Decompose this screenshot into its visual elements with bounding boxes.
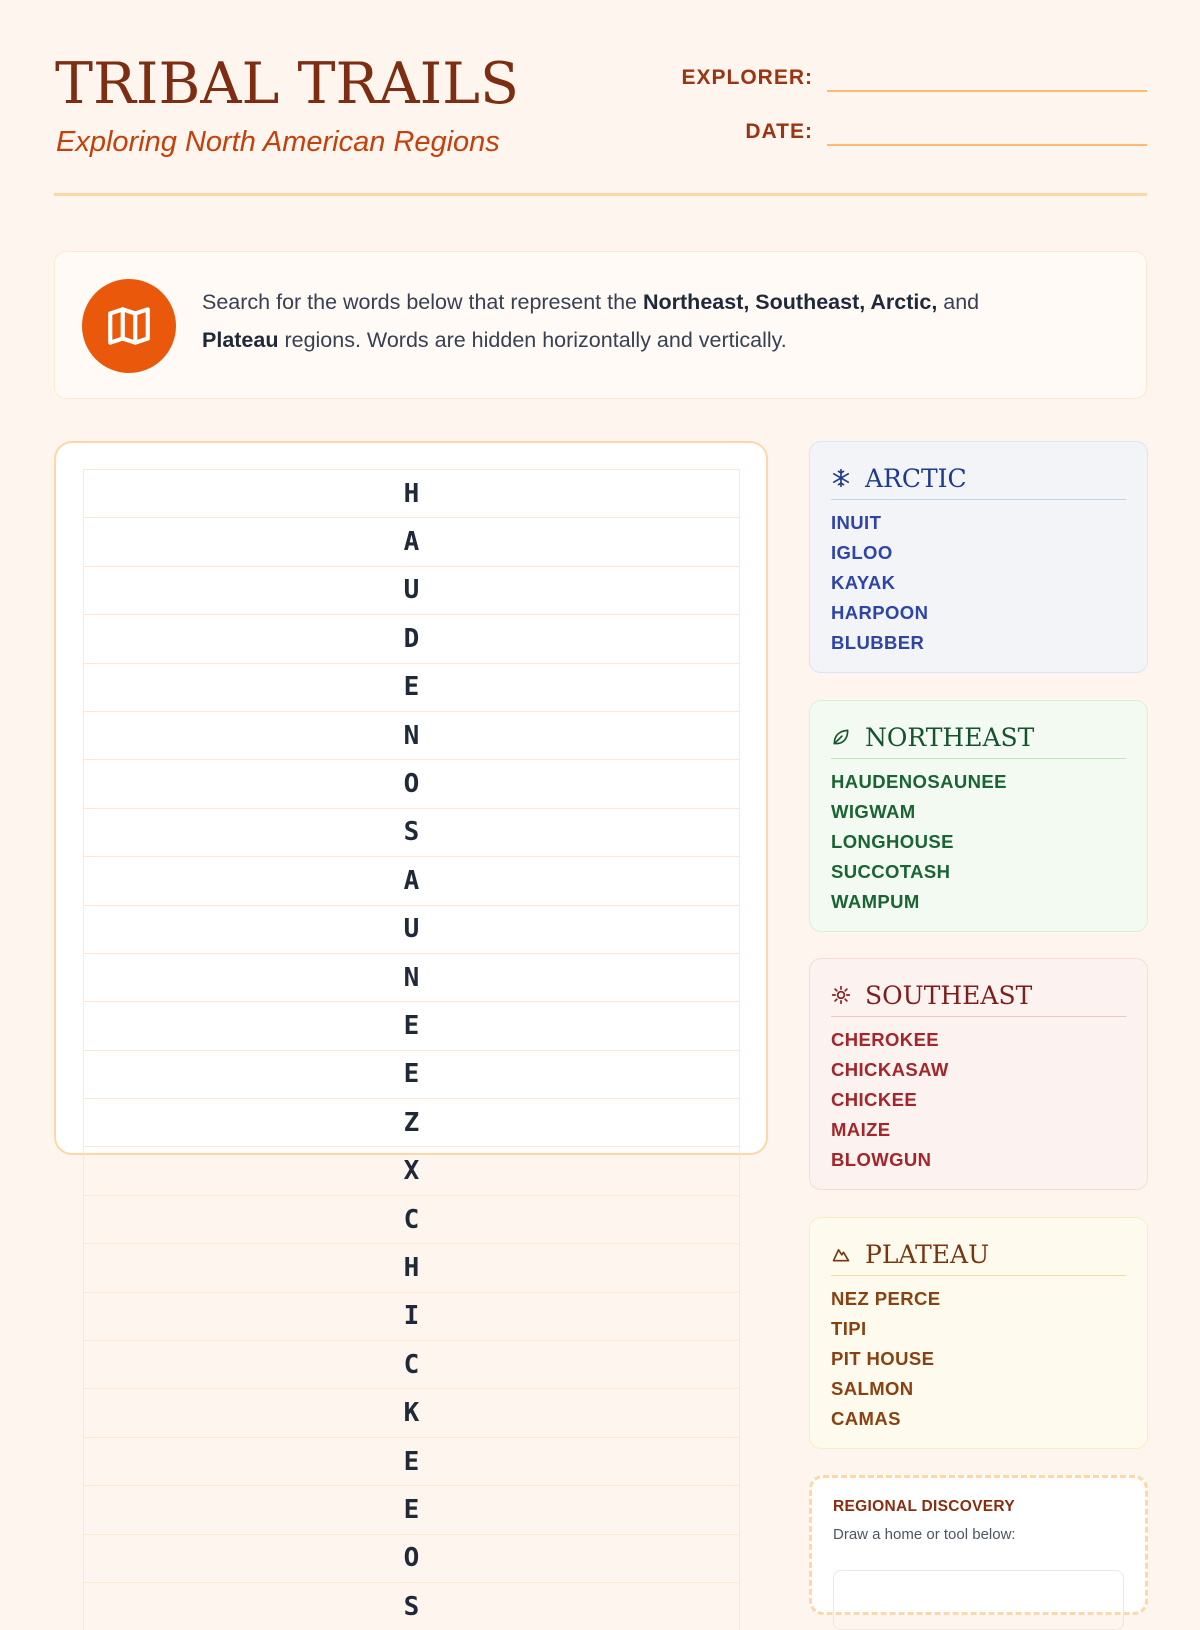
- grid-cell[interactable]: X: [84, 1146, 739, 1194]
- date-input-line[interactable]: [827, 110, 1147, 146]
- leaf-icon: [831, 727, 853, 749]
- word-item: INUIT: [831, 512, 882, 533]
- instructions-part: regions. Words are hidden horizontally and vertically.: [278, 328, 787, 352]
- discovery-subtitle: Draw a home or tool below:: [833, 1526, 1016, 1543]
- word-item: MAIZE: [831, 1119, 891, 1140]
- grid-cell[interactable]: C: [84, 1340, 739, 1388]
- word-item: PIT HOUSE: [831, 1348, 935, 1369]
- grid-cell[interactable]: D: [84, 614, 739, 662]
- word-search-grid: [83, 469, 740, 1630]
- grid-cell[interactable]: C: [84, 1195, 739, 1243]
- grid-cell[interactable]: N: [84, 711, 739, 759]
- grid-cell[interactable]: O: [84, 759, 739, 807]
- map-icon: [82, 279, 176, 373]
- region-card-arctic: [809, 441, 1148, 673]
- region-header: [831, 981, 1126, 1017]
- grid-cell[interactable]: A: [84, 856, 739, 904]
- grid-cell[interactable]: H: [84, 1243, 739, 1291]
- grid-cell[interactable]: U: [84, 905, 739, 953]
- word-item: BLUBBER: [831, 632, 925, 653]
- page-title: TRIBAL TRAILS: [55, 51, 519, 117]
- region-title: ARCTIC: [865, 464, 967, 493]
- grid-cell[interactable]: E: [84, 1001, 739, 1049]
- page-subtitle: Exploring North American Regions: [56, 126, 500, 158]
- grid-cell[interactable]: H: [84, 469, 739, 517]
- instructions-part: Search for the words below that represent the: [202, 290, 643, 314]
- word-item: CHICKEE: [831, 1089, 918, 1110]
- grid-cell[interactable]: S: [84, 808, 739, 856]
- region-card-plateau: [809, 1217, 1148, 1449]
- word-item: LONGHOUSE: [831, 831, 954, 852]
- region-card-northeast: [809, 700, 1148, 932]
- discovery-title: REGIONAL DISCOVERY: [833, 1498, 1015, 1515]
- instructions-box: [54, 251, 1147, 399]
- grid-cell[interactable]: N: [84, 953, 739, 1001]
- grid-cell[interactable]: U: [84, 566, 739, 614]
- region-header: [831, 723, 1126, 759]
- explorer-field-row: [653, 56, 1147, 92]
- word-item: WIGWAM: [831, 801, 916, 822]
- word-item: CAMAS: [831, 1408, 901, 1429]
- instructions-regions-bold: Northeast, Southeast, Arctic,: [643, 290, 938, 314]
- word-item: KAYAK: [831, 572, 896, 593]
- explorer-label: EXPLORER:: [681, 66, 813, 89]
- grid-cell[interactable]: A: [84, 517, 739, 565]
- word-item: HARPOON: [831, 602, 929, 623]
- word-item: SALMON: [831, 1378, 914, 1399]
- instructions-plateau-bold: Plateau: [202, 328, 279, 352]
- date-label: DATE:: [745, 120, 813, 143]
- region-header: [831, 1240, 1126, 1276]
- word-item: IGLOO: [831, 542, 893, 563]
- drawing-area[interactable]: [833, 1570, 1124, 1630]
- date-field-row: [653, 110, 1147, 146]
- snowflake-icon: [831, 468, 853, 490]
- mountain-icon: [831, 1244, 853, 1266]
- region-title: NORTHEAST: [865, 723, 1035, 752]
- word-item: SUCCOTASH: [831, 861, 951, 882]
- header-divider: [54, 193, 1147, 196]
- grid-cell[interactable]: E: [84, 663, 739, 711]
- instructions-text: [202, 283, 1082, 359]
- word-item: NEZ PERCE: [831, 1288, 941, 1309]
- grid-cell[interactable]: E: [84, 1485, 739, 1533]
- grid-cell[interactable]: S: [84, 1582, 739, 1630]
- region-header: [831, 464, 1126, 500]
- word-item: CHEROKEE: [831, 1029, 940, 1050]
- word-item: CHICKASAW: [831, 1059, 949, 1080]
- word-item: BLOWGUN: [831, 1149, 932, 1170]
- word-item: TIPI: [831, 1318, 867, 1339]
- sun-icon: [831, 985, 853, 1007]
- grid-cell[interactable]: E: [84, 1437, 739, 1485]
- word-item: HAUDENOSAUNEE: [831, 771, 1007, 792]
- instructions-part: and: [937, 290, 980, 314]
- regional-discovery-box: [809, 1475, 1148, 1615]
- region-card-southeast: [809, 958, 1148, 1190]
- region-title: PLATEAU: [865, 1240, 990, 1269]
- explorer-input-line[interactable]: [827, 56, 1147, 92]
- grid-cell[interactable]: E: [84, 1050, 739, 1098]
- grid-cell[interactable]: O: [84, 1534, 739, 1582]
- grid-cell[interactable]: Z: [84, 1098, 739, 1146]
- grid-cell[interactable]: I: [84, 1292, 739, 1340]
- word-item: WAMPUM: [831, 891, 920, 912]
- region-title: SOUTHEAST: [865, 981, 1033, 1010]
- grid-cell[interactable]: K: [84, 1388, 739, 1436]
